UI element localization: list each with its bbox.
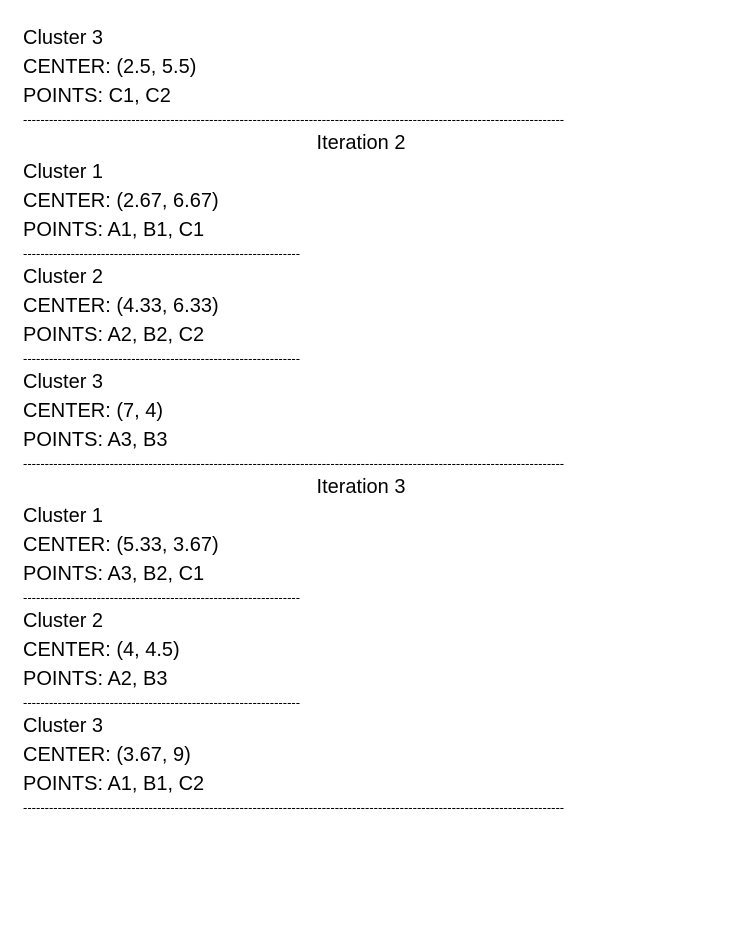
cluster-block <box>23 368 691 455</box>
long-separator: ----------------------------------------------------------------------------------------------------------------------------- <box>23 112 565 127</box>
cluster-title: Cluster 3 <box>23 27 104 49</box>
cluster-points: POINTS: A1, B1, C2 <box>23 773 205 795</box>
short-separator: ---------------------------------------------------------------- <box>23 351 301 366</box>
long-separator: ----------------------------------------------------------------------------------------------------------------------------- <box>23 800 565 815</box>
cluster-block-top <box>23 24 691 111</box>
iteration-heading: Iteration 3 <box>316 476 406 498</box>
cluster-title: Cluster 2 <box>23 610 104 632</box>
cluster-center: CENTER: (2.67, 6.67) <box>23 190 219 212</box>
document-body <box>23 24 691 817</box>
short-separator: ---------------------------------------------------------------- <box>23 590 301 605</box>
cluster-points: POINTS: A2, B2, C2 <box>23 324 205 346</box>
cluster-center: CENTER: (2.5, 5.5) <box>23 56 197 78</box>
cluster-center: CENTER: (3.67, 9) <box>23 744 191 766</box>
short-separator: ---------------------------------------------------------------- <box>23 695 301 710</box>
cluster-title: Cluster 3 <box>23 715 104 737</box>
short-separator: ---------------------------------------------------------------- <box>23 246 301 261</box>
long-separator: ----------------------------------------------------------------------------------------------------------------------------- <box>23 456 565 471</box>
cluster-block <box>23 158 691 245</box>
cluster-points: POINTS: A3, B3 <box>23 429 168 451</box>
cluster-points: POINTS: A1, B1, C1 <box>23 219 205 241</box>
cluster-center: CENTER: (7, 4) <box>23 400 164 422</box>
cluster-points: POINTS: A2, B3 <box>23 668 168 690</box>
cluster-block <box>23 502 691 589</box>
cluster-points: POINTS: A3, B2, C1 <box>23 563 205 585</box>
iteration-heading: Iteration 2 <box>316 132 406 154</box>
cluster-title: Cluster 1 <box>23 505 104 527</box>
cluster-block <box>23 712 691 799</box>
cluster-title: Cluster 3 <box>23 371 104 393</box>
cluster-block <box>23 607 691 694</box>
cluster-title: Cluster 1 <box>23 161 104 183</box>
cluster-points: POINTS: C1, C2 <box>23 85 171 107</box>
cluster-title: Cluster 2 <box>23 266 104 288</box>
cluster-block <box>23 263 691 350</box>
cluster-center: CENTER: (4.33, 6.33) <box>23 295 219 317</box>
cluster-center: CENTER: (4, 4.5) <box>23 639 180 661</box>
cluster-center: CENTER: (5.33, 3.67) <box>23 534 219 556</box>
